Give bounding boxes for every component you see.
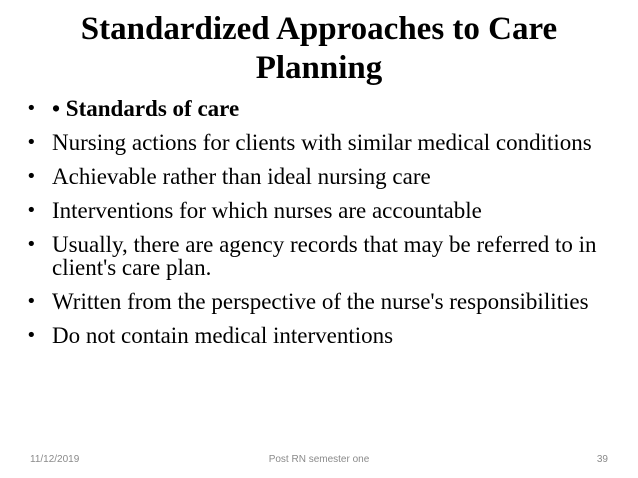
bullet-dot-icon: •: [26, 325, 37, 346]
bullet-dot-icon: •: [26, 132, 37, 153]
bullet-text: • Standards of care: [52, 96, 240, 121]
bullet-item: [26, 324, 616, 347]
bullet-dot-icon: •: [26, 200, 37, 221]
bullet-item: [26, 131, 616, 154]
footer-date: 11/12/2019: [30, 454, 80, 465]
bullet-text: Usually, there are agency records that may be referred to in client's care plan.: [52, 232, 597, 280]
bullet-item: [26, 233, 616, 279]
bullet-text: Nursing actions for clients with similar medical conditions: [52, 130, 592, 155]
bullet-item: [26, 97, 616, 120]
bullet-item: [26, 165, 616, 188]
slide-title: Standardized Approaches to Care Planning: [80, 11, 558, 86]
footer-course: Post RN semester one: [268, 454, 370, 465]
bullet-item: [26, 290, 616, 313]
bullet-text: Achievable rather than ideal nursing care: [52, 164, 431, 189]
bullet-text: Do not contain medical interventions: [52, 323, 394, 348]
bullet-dot-icon: •: [26, 98, 37, 119]
bullet-dot-icon: •: [26, 234, 37, 255]
bullet-dot-icon: •: [26, 166, 37, 187]
bullet-item: [26, 199, 616, 222]
page-number: 39: [596, 454, 608, 465]
bullet-list: [26, 97, 616, 358]
bullet-text: Written from the perspective of the nurse's responsibilities: [52, 289, 589, 314]
bullet-dot-icon: •: [26, 291, 37, 312]
bullet-text: Interventions for which nurses are accountable: [52, 198, 482, 223]
